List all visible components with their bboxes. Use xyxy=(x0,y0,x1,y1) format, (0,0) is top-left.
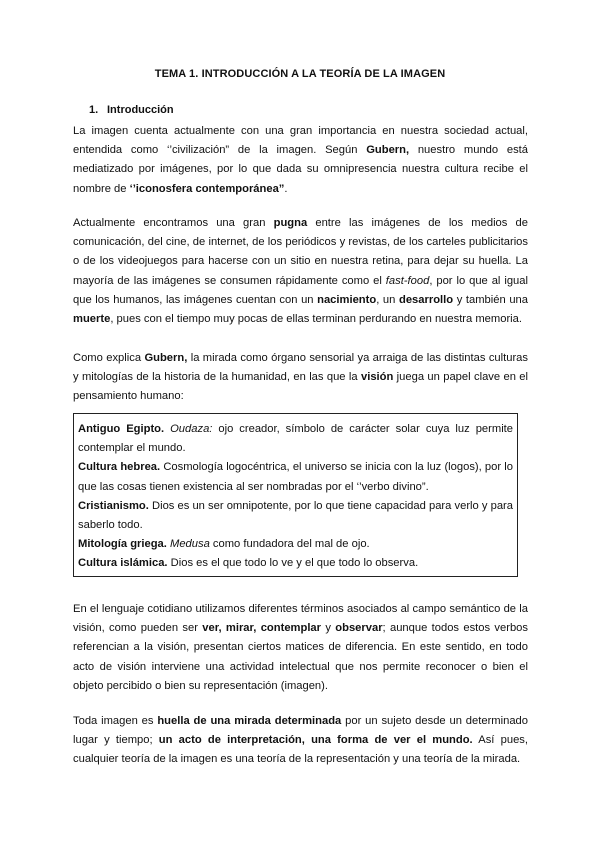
paragraph-intro xyxy=(73,122,528,199)
italic-term: Oudaza: xyxy=(170,423,213,435)
text-run: Así pues, cualquier teoría de la imagen es una teoría de la representación y una teoría de la mirada. xyxy=(73,734,528,766)
text-run: entre las imágenes de los medios de comunicación, del cine, de internet, de los periódicos y revistas, de los carteles publicitarios o de los videojuegos para hacerse con un sitio en nuestra retina, para dejar su huella. La mayoría de las imágenes se consumen rápidamente como el xyxy=(73,217,528,287)
paragraph-conclusion xyxy=(73,712,528,770)
text-run: Dios es el que todo lo ve y el que todo lo observa. xyxy=(167,557,419,570)
bold-term: desarrollo xyxy=(398,293,454,306)
section-heading xyxy=(89,104,174,116)
bold-term: Cultura hebrea. xyxy=(78,461,161,474)
bold-term: Mitología griega. xyxy=(78,538,167,551)
box-item-hebrew xyxy=(78,458,513,496)
box-item-egypt xyxy=(78,420,513,458)
text-run: ; aunque todos estos verbos referencian a la visión, presentan ciertos matices de diferencia. En este sentido, en todo acto de visión interviene una actividad intelectual que nos permite reconocer o bien el objeto percibido o bien su representación (imagen). xyxy=(73,622,529,692)
bold-term: muerte xyxy=(73,313,111,326)
bold-term: un acto de interpretación, una forma de ver el mundo. xyxy=(158,734,473,747)
text-run: la mirada como órgano sensorial ya arraiga de las distintas culturas y mitologías de la historia de la humanidad, en las que la xyxy=(73,352,528,384)
cultures-box xyxy=(73,413,518,577)
text-run: ojo creador, símbolo de carácter solar cuya luz permite contemplar el mundo. xyxy=(78,423,514,455)
text-run: Dios es un ser omnipotente, por lo que tiene capacidad para verlo y para saberlo todo. xyxy=(78,499,513,532)
text-run: Como explica xyxy=(73,352,145,364)
bold-term: huella de una mirada determinada xyxy=(157,715,342,727)
paragraph-pugna xyxy=(73,214,528,329)
bold-term: visión xyxy=(360,371,394,384)
paragraph-verbs xyxy=(73,600,528,696)
text-run: Actualmente encontramos una gran xyxy=(73,217,274,229)
text-run: por un sujeto desde un determinado lugar y tiempo; xyxy=(73,715,528,747)
text-run: y también una xyxy=(453,293,528,306)
box-item-christianity xyxy=(78,497,513,535)
bold-term: ‘’iconosfera contemporánea” xyxy=(129,182,285,195)
bold-term: ver, mirar, contemplar xyxy=(202,622,322,635)
text-run: , un xyxy=(376,293,399,306)
bold-term: observar xyxy=(335,622,383,635)
text-run: , pues con el tiempo muy pocas de ellas terminan perdurando en nuestra memoria. xyxy=(110,313,522,326)
section-heading-text: Introducción xyxy=(107,104,174,116)
italic-term: Medusa xyxy=(170,538,210,551)
box-item-islamic xyxy=(78,554,513,573)
text-run: , por lo que al igual que los humanos, las imágenes cuentan con un xyxy=(73,274,528,306)
bold-term: Cultura islámica. xyxy=(78,557,168,570)
text-run: y xyxy=(321,622,336,635)
bold-term: Antiguo Egipto. xyxy=(78,423,165,435)
paragraph-gubern xyxy=(73,349,528,407)
text-run: . xyxy=(284,182,288,195)
page-title: TEMA 1. INTRODUCCIÓN A LA TEORÍA DE LA IMAGEN xyxy=(154,68,446,80)
text-run: Cosmología logocéntrica, el universo se inicia con la luz (logos), por lo que las cosas tienen existencia al ser nombradas por el ‘’verbo divino”. xyxy=(78,461,513,493)
box-item-greek xyxy=(78,535,513,554)
text-run: como fundadora del mal de ojo. xyxy=(209,538,370,551)
bold-term: nacimiento xyxy=(317,293,377,306)
bold-term: Cristianismo. xyxy=(78,499,149,512)
bold-term: Gubern, xyxy=(144,352,188,364)
section-number: 1. xyxy=(89,104,99,116)
text-run: juega un papel clave en el pensamiento humano: xyxy=(73,371,528,403)
text-run: La imagen cuenta actualmente con una gran importancia en nuestra sociedad actual, entendida como ‘’civilización” de la imagen. Según xyxy=(73,125,528,157)
italic-term: fast-food xyxy=(385,274,430,287)
bold-term: pugna xyxy=(273,217,308,229)
text-run: En el lenguaje cotidiano utilizamos diferentes términos asociados al campo semántico de la visión, como pueden ser xyxy=(73,603,528,635)
bold-term: Gubern, xyxy=(366,144,410,157)
text-run: nuestro mundo está mediatizado por imágenes, por lo que dada su omnipresencia nuestra cultura recibe el nombre de xyxy=(73,144,528,195)
text-run: Toda imagen es xyxy=(73,715,158,727)
